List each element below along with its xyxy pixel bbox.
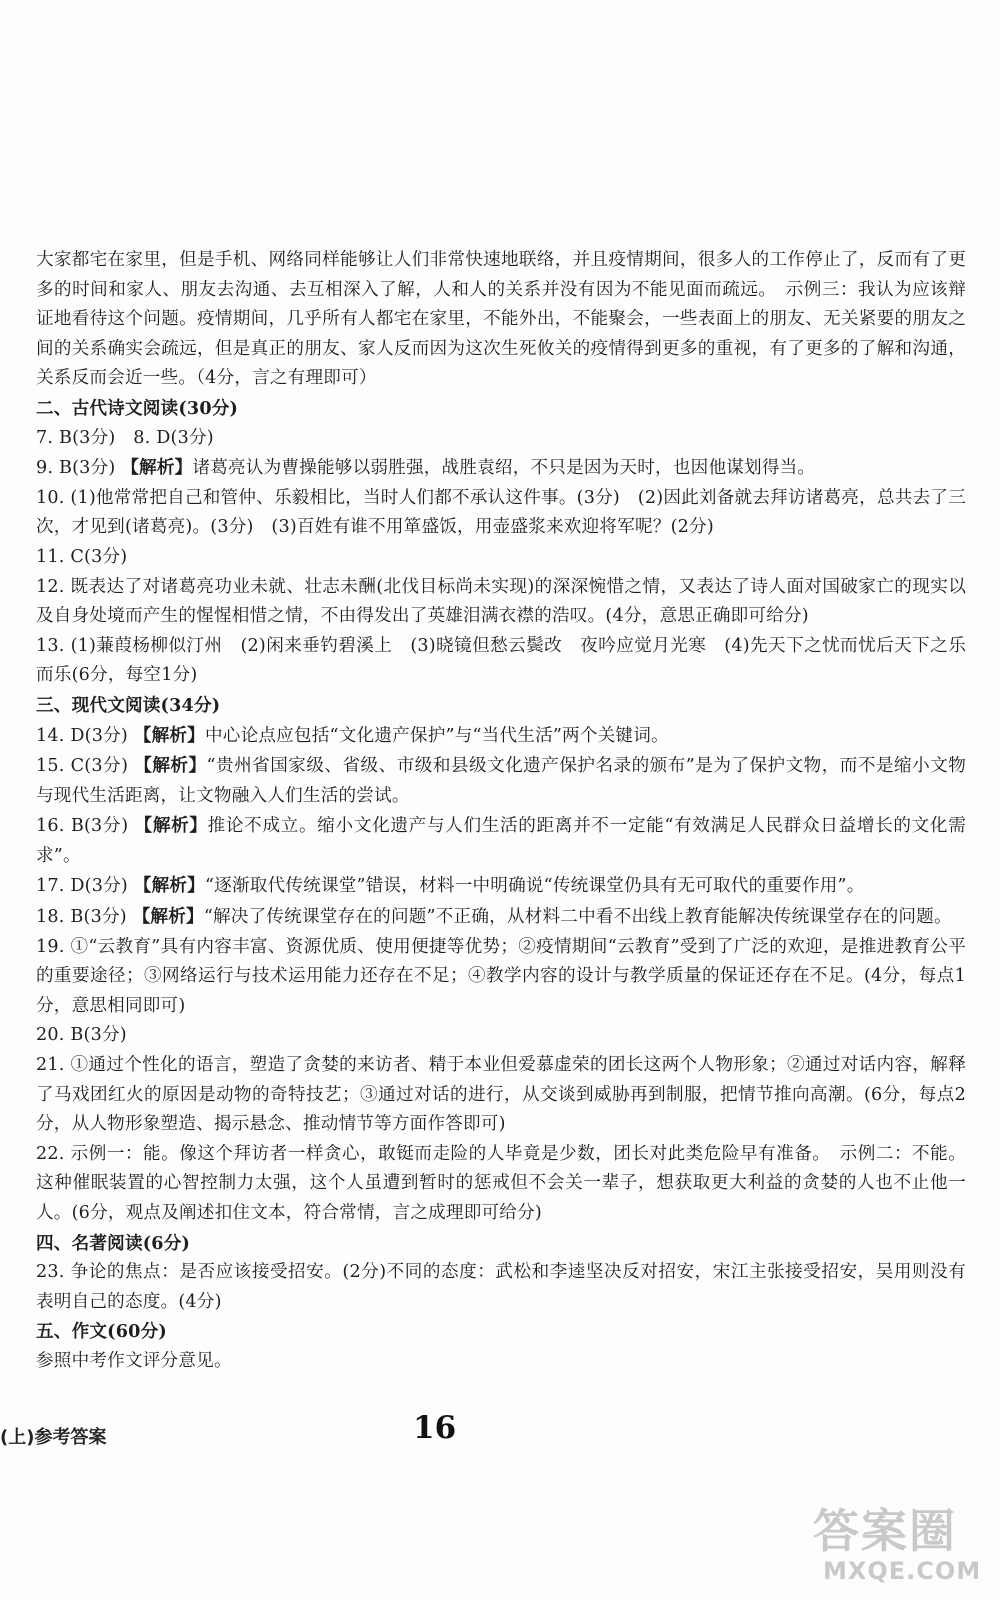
answer-12: 12. 既表达了对诸葛亮功业未就、壮志未酬(北伐目标尚未实现)的深深惋惜之情，又表达了诗人面对国破家亡的现实以及自身处境而产生的惺惺相惜之情，不由得发出了英雄泪满衣襟的浩叹。(4分，意思正确即可给分) [36,576,966,627]
answer-14-analysis: 中心论点应包括“文化遗产保护”与“当代生活”两个关键词。 [204,725,669,746]
answer-10: 10. (1)他常常把自己和管仲、乐毅相比，当时人们都不承认这件事。(3分) (2)因此刘备就去拜访诸葛亮，总共去了三次，才见到(诸葛亮)。(3分) (3)百姓有谁不用箪盛饭，用壶盛浆来欢迎将军呢？(2分) [36,487,966,538]
answer-16-analysis: 推论不成立。缩小文化遗产与人们生活的距离并不一定能“有效满足人民群众日益增长的文化需求”。 [36,816,966,866]
answer-11: 11. C(3分) [36,546,128,567]
answer-22: 22. 示例一：能。像这个拜访者一样贪心，敢铤而走险的人毕竟是少数，团长对此类危险早有准备。 示例二：不能。这种催眠装置的心智控制力太强，这个人虽遭到暂时的惩戒但不会关一辈子，想获取更大利益的贪婪的人也不止他一人。(6分，观点及阐述扣住文本，符合常情，言之成理即可给分) [36,1143,966,1223]
answer-9 [36,453,966,484]
watermark-domain-text: MXQE.COM [823,1557,982,1585]
answer-16 [36,811,966,871]
answer-17 [36,871,966,902]
answer-16-choice: 16. B(3分) [36,816,129,837]
answer-7-8: 7. B(3分) 8. D(3分) [36,427,214,448]
page-number: 16 [413,1410,457,1446]
answer-21: 21. ①通过个性化的语言，塑造了贪婪的来访者、精于本业但爱慕虚荣的团长这两个人物形象；②通过对话内容，解释了马戏团红火的原因是动物的奇特技艺；③通过对话的进行，从交谈到威胁再到制服，把情节推向高潮。(6分，每点2分，从人物形象塑造、揭示悬念、推动情节等方面作答即可) [36,1055,966,1135]
site-watermark [813,1495,989,1595]
analysis-tag: 【解析】 [132,906,204,928]
answer-18-choice: 18. B(3分) [36,907,127,928]
footer-reference-answer-label: (上)参考答案 [0,1427,107,1448]
analysis-tag: 【解析】 [134,815,208,837]
answer-15-choice: 15. C(3分) [36,756,129,777]
analysis-tag: 【解析】 [134,755,207,777]
section-heading-modern-reading: 三、现代文阅读(34分) [36,694,221,716]
answer-17-analysis: “逐渐取代传统课堂”错误，材料一中明确说“传统课堂仍具有无可取代的重要作用”。 [204,876,865,897]
section-heading-classics: 四、名著阅读(6分) [36,1232,191,1254]
analysis-tag: 【解析】 [121,457,193,479]
answer-text-body [36,246,966,1377]
section-heading-essay: 五、作文(60分) [36,1321,167,1343]
section-heading-ancient-poetry: 二、古代诗文阅读(30分) [36,397,239,419]
answer-9-choice: 9. B(3分) [36,458,116,479]
answer-15-analysis: “贵州省国家级、省级、市级和县级文化遗产保护名录的颁布”是为了保护文物，而不是缩小文物与现代生活距离，让文物融入人们生活的尝试。 [36,756,967,806]
answer-14 [36,721,966,752]
answer-19: 19. ①“云教育”具有内容丰富、资源优质、使用便捷等优势；②疫情期间“云教育”受到了广泛的欢迎，是推进教育公平的重要途径；③网络运行与技术运用能力还存在不足；④教学内容的设计与教学质量的保证还存在不足。(4分，每点1分，意思相同即可) [36,936,966,1016]
answer-17-choice: 17. D(3分) [36,876,128,897]
answer-18 [36,902,966,933]
answer-15 [36,751,966,811]
answer-9-analysis: 诸葛亮认为曹操能够以弱胜强，战胜袁绍，不只是因为天时，也因他谋划得当。 [192,458,816,479]
essay-grading-note: 参照中考作文评分意见。 [36,1350,232,1371]
answer-18-analysis: “解决了传统课堂存在的问题”不正确，从材料二中看不出线上教育能解决传统课堂存在的问题。 [203,907,952,928]
answer-23: 23. 争论的焦点：是否应该接受招安。(2分)不同的态度：武松和李逵坚决反对招安，宋江主张接受招安，吴用则没有表明自己的态度。(4分) [36,1262,966,1312]
analysis-tag: 【解析】 [133,724,205,746]
answer-20: 20. B(3分) [36,1025,127,1046]
answer-14-choice: 14. D(3分) [36,725,128,746]
watermark-logo-text: 答案圈 [813,1504,957,1558]
essay-example-paragraph: 大家都宅在家里，但是手机、网络同样能够让人们非常快速地联络，并且疫情期间，很多人的工作停止了，反而有了更多的时间和家人、朋友去沟通、去互相深入了解，人和人的关系并没有因为不能见面而疏远。 示例三：我认为应该辩证地看待这个问题。疫情期间，几乎所有人都宅在家里，不能外出，不能聚会，一些表面上的朋友、无关紧要的朋友之间的关系确实会疏远，但是真正的朋友、家人反而因为这次生死攸关的疫情得到更多的重视，有了更多的了解和沟通，关系反而会近一些。（4分，言之有理即可） [36,250,966,389]
analysis-tag: 【解析】 [133,875,205,897]
answer-13: 13. (1)蒹葭杨柳似汀州 (2)闲来垂钓碧溪上 (3)晓镜但愁云鬓改 夜吟应觉月光寒 (4)先天下之忧而忧后天下之乐而乐(6分，每空1分) [36,635,966,686]
